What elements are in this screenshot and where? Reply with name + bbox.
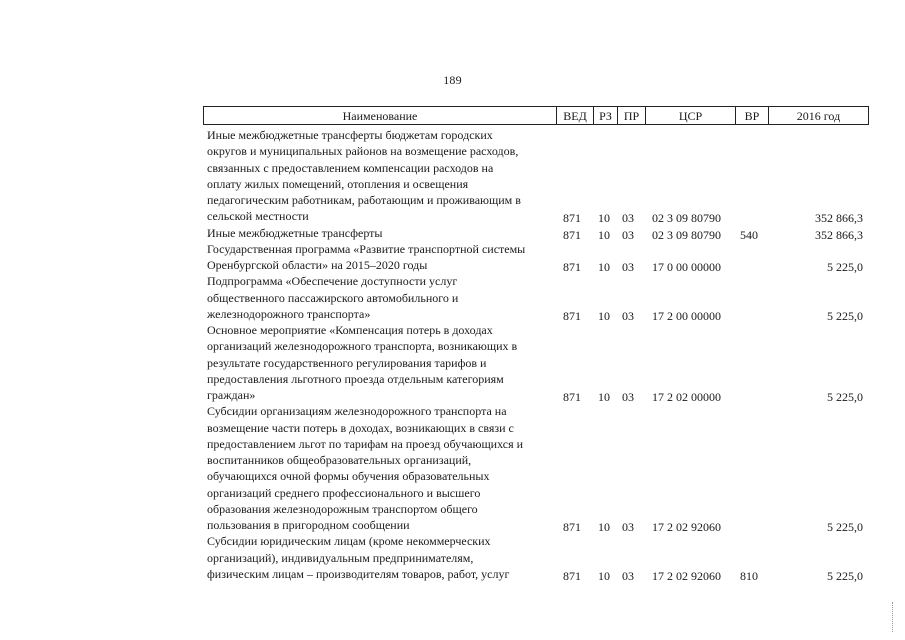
row-rz: 10 — [598, 211, 610, 226]
row-rz: 10 — [598, 390, 610, 404]
row-rz: 10 — [598, 260, 610, 274]
row-csr: 17 0 00 00000 — [652, 260, 721, 274]
row-vr: 810 — [740, 568, 758, 583]
row-ved: 871 — [563, 227, 581, 242]
row-pr: 03 — [622, 227, 634, 242]
row-pr: 03 — [622, 520, 634, 534]
row-name-line: общественного пассажирского автомобильного и — [207, 290, 459, 305]
row-name-line: Основное мероприятие «Компенсация потерь в доходах — [207, 323, 493, 337]
row-ved: 871 — [563, 520, 581, 534]
row-name-line: граждан» — [207, 388, 256, 402]
row-name-line: обучающихся очной формы обучения образовательных — [207, 469, 490, 484]
row-csr: 17 2 02 92060 — [652, 520, 721, 534]
header-rz: РЗ — [594, 107, 618, 124]
row-ved: 871 — [563, 308, 581, 323]
header-name: Наименование — [204, 107, 557, 124]
row-amount: 352 866,3 — [815, 211, 863, 226]
row-name-line: образования железнодорожным транспортом общего — [207, 501, 478, 516]
edge-marks — [892, 602, 895, 632]
row-name-line: педагогическим работникам, работающим и проживающим в — [207, 193, 521, 207]
row-ved: 871 — [563, 390, 581, 404]
row-name-line: сельской местности — [207, 209, 309, 224]
row-name-line: организаций среднего профессионального и высшего — [207, 485, 481, 500]
row-amount: 5 225,0 — [827, 260, 863, 274]
row-name-line: Иные межбюджетные трансферты — [207, 225, 383, 240]
row-csr: 17 2 02 00000 — [652, 390, 721, 404]
row-ved: 871 — [563, 211, 581, 226]
header-pr: ПР — [618, 107, 646, 124]
row-name-line: Подпрограмма «Обеспечение доступности услуг — [207, 274, 458, 289]
row-rz: 10 — [598, 568, 610, 583]
header-ved: ВЕД — [557, 107, 594, 124]
row-ved: 871 — [563, 568, 581, 583]
header-year: 2016 год — [796, 109, 841, 123]
row-csr: 02 3 09 80790 — [652, 211, 721, 226]
row-name-line: предоставления льготного проезда отдельным категориям — [207, 371, 504, 386]
row-name-line: округов и муниципальных районов на возмещение расходов, — [207, 144, 519, 159]
header-csr: ЦСР — [646, 107, 736, 124]
row-amount: 5 225,0 — [827, 520, 863, 534]
row-csr: 17 2 00 00000 — [652, 308, 721, 323]
row-amount: 352 866,3 — [815, 227, 863, 242]
row-pr: 03 — [622, 390, 634, 404]
row-name-line: Субсидии юридическим лицам (кроме некоммерческих — [207, 534, 491, 549]
row-ved: 871 — [563, 260, 581, 274]
row-pr: 03 — [622, 211, 634, 226]
row-name-line: железнодорожного транспорта» — [207, 306, 371, 321]
row-pr: 03 — [622, 308, 634, 323]
row-rz: 10 — [598, 308, 610, 323]
row-name-line: Субсидии организациям железнодорожного транспорта на — [207, 404, 507, 419]
header-vr: ВР — [736, 107, 769, 124]
row-name-line: воспитанников общеобразовательных организаций, — [207, 453, 472, 467]
row-csr: 17 2 02 92060 — [652, 568, 721, 583]
row-name-line: Государственная программа «Развитие транспортной системы — [207, 241, 526, 256]
row-vr: 540 — [740, 227, 758, 242]
row-pr: 03 — [622, 260, 634, 274]
row-name-line: пользования в пригородном сообщении — [207, 518, 410, 532]
row-name-line: организаций железнодорожного транспорта, возникающих в — [207, 339, 518, 354]
row-amount: 5 225,0 — [827, 568, 863, 583]
row-amount: 5 225,0 — [827, 308, 863, 323]
row-name-line: связанных с предоставлением компенсации расходов на — [207, 160, 494, 175]
row-name-line: предоставлением льгот по тарифам на проезд обучающихся и — [207, 436, 524, 451]
row-csr: 02 3 09 80790 — [652, 227, 721, 242]
row-name-line: организаций), индивидуальным предпринимателям, — [207, 550, 474, 565]
row-name-line: результате государственного регулирования тарифов и — [207, 355, 487, 370]
row-rz: 10 — [598, 227, 610, 242]
page-number: 189 — [443, 73, 462, 87]
row-name-line: физическим лицам – производителям товаров, работ, услуг — [207, 566, 510, 581]
row-amount: 5 225,0 — [827, 390, 863, 404]
row-rz: 10 — [598, 520, 610, 534]
row-name-line: возмещение части потерь в доходах, возникающих в связи с — [207, 420, 514, 435]
row-name-line: Иные межбюджетные трансферты бюджетам городских — [207, 128, 493, 142]
row-pr: 03 — [622, 568, 634, 583]
row-name-line: Оренбургской области» на 2015–2020 годы — [207, 258, 428, 272]
row-name-line: оплату жилых помещений, отопления и освещения — [207, 176, 469, 191]
